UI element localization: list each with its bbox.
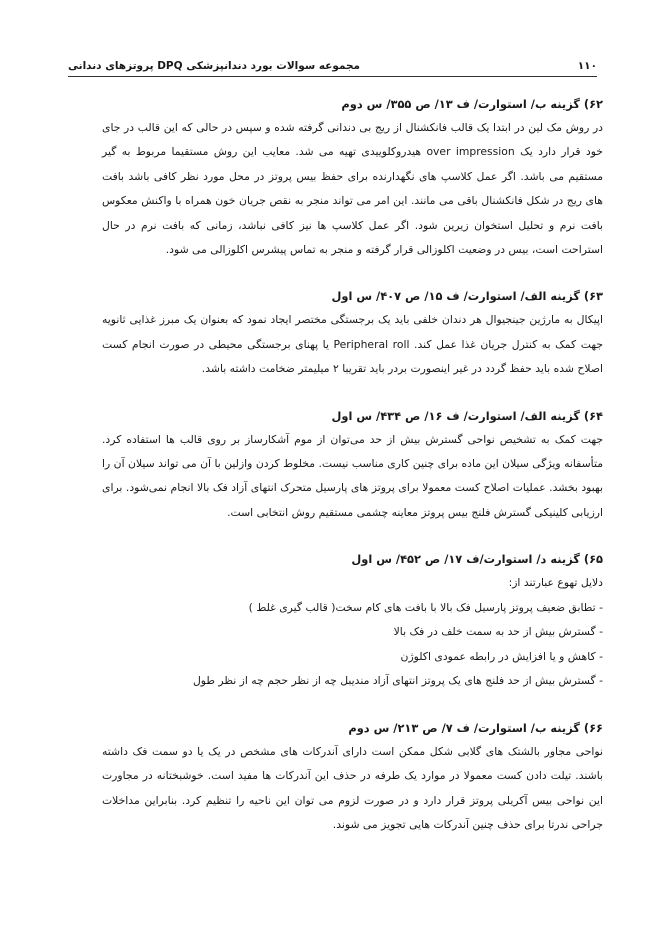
page-header (68, 56, 597, 76)
question-title: ۶۵) گزینه د/ استوارت/ف ۱۷/ ص ۴۵۲/ س اول (351, 552, 603, 567)
question-title: ۶۶) گزینه ب/ استوارت/ ف ۷/ ص ۲۱۳/ س دوم (348, 720, 603, 735)
question-title: ۶۳) گزینه الف/ استوارت/ ف ۱۵/ ص ۴۰۷/ س اول (331, 289, 603, 304)
question-title: ۶۲) گزینه ب/ استوارت/ ف ۱۳/ ص ۳۵۵/ س دوم (341, 97, 603, 111)
question-62 (102, 92, 603, 262)
question-body (102, 308, 603, 381)
list-item: - کاهش و یا افزایش در رابطه عمودی اکلوژن (102, 645, 603, 670)
question-63 (102, 284, 603, 381)
list-intro: دلایل تهوع عبارتند از: (508, 576, 603, 590)
page-number: ۱۱۰ (577, 60, 597, 72)
body-text-part-1: در روش مک لین در ابتدا یک قالب فانکشنال از ریج بی دندانی گرفته شده و سپس در حالی که این قالب در جای خود قرار دارد یک (102, 121, 603, 159)
question-64 (102, 404, 603, 526)
question-body (102, 428, 603, 526)
book-title: مجموعه سوالات بورد دندانپزشکی DPQ پروتزهای دندانی (68, 60, 361, 72)
body-text: جهت کمک به تشخیص نواحی گسترش بیش از حد می‌توان از موم آشکارساز بر روی قالب ها استفاده کرد. متأسفانه ویژگی سیلان این ماده برای چنین کاری مناسب نیست. مخلوط کردن وازلین با آن می تواند سیلان آن را بهبود بخشد. عملیات اصلاح کست معمولا برای پروتز های پارسیل متحرک انتهای آزاد فک بالا انجام نمی‌شود. برای ارزیابی کلینیکی گسترش فلنج بیس پروتز معاینه چشمی مستقیم روش انتخابی است. (102, 432, 603, 519)
latin-term: Peripheral roll (333, 337, 410, 351)
list-item: - گسترش بیش از حد به سمت خلف در فک بالا (102, 620, 603, 645)
list-item: - تطابق ضعیف پروتز پارسیل فک بالا با بافت های کام سخت( قالب گیری غلط ) (102, 596, 603, 621)
question-body: نواحی مجاور بالشتک های گلابی شکل ممکن است دارای آندرکات های مشخص در یک یا دو سمت فک داشته باشند. تیلت دادن کست معمولا در موارد یک طرفه در حذف این آندرکات ها مفید است. خوشبختانه در مجاورت این نواحی بیس آکریلی پروتز قرار دارد و در صورت لزوم می توان این ناحیه را تنظیم کرد. بنابراین مداخلات جراحی ندرتا برای حذف چنین آندرکات هایی تجویز می شوند. (102, 744, 603, 831)
question-body (102, 116, 603, 262)
page-content (102, 92, 603, 859)
body-text-part-2: یا پهنای برجستگی محیطی در صورت انجام کست اصلاح شده باید حفظ گردد در غیر اینصورت بردر باید تقریبا ۲ میلیمتر ضخامت داشته باشد. (102, 337, 603, 376)
latin-term: over impression (426, 145, 515, 159)
question-65 (102, 547, 603, 693)
body-text-part-2: هیدروکلوییدی تهیه می شد. معایب این روش مستقیما مربوط به گیر مستقیم می باشد. اگر عمل کلاسپ های نگهدارنده برای حفظ بیس پروتز در محل مورد نظر کافی باشد بافت های ریج در شکل فانکشنال باقی می مانند. این امر می تواند منجر به نقص جریان خون همراه با واکنش معکوس بافت نرم و تحلیل استخوان زیرین شود. اگر عمل کلاسپ ها نیز کافی نباشد، زمانی که بافت نرم در حال استراحت است، بیس در وضعیت اکلوزالی قرار گرفته و منجر به تماس پیشرس اکلوزالی می شود. (102, 145, 603, 257)
body-text-part-1: اپیکال به مارژین جینجیوال هر دندان خلفی باید یک برجستگی مختصر ایجاد نمود که بعنوان یک مبرز غذایی ثانویه جهت کمک به کنترل جریان غذا عمل کند. (102, 313, 603, 351)
question-title: ۶۴) گزینه الف/ استوارت/ ف ۱۶/ ص ۴۳۴/ س اول (331, 408, 603, 423)
cause-list (102, 596, 603, 694)
list-item: - گسترش بیش از حد فلنج های یک پروتز انتهای آزاد مندیبل چه از نظر حجم چه از نظر طول (102, 669, 603, 694)
header-divider (68, 76, 597, 77)
question-66 (102, 716, 603, 838)
